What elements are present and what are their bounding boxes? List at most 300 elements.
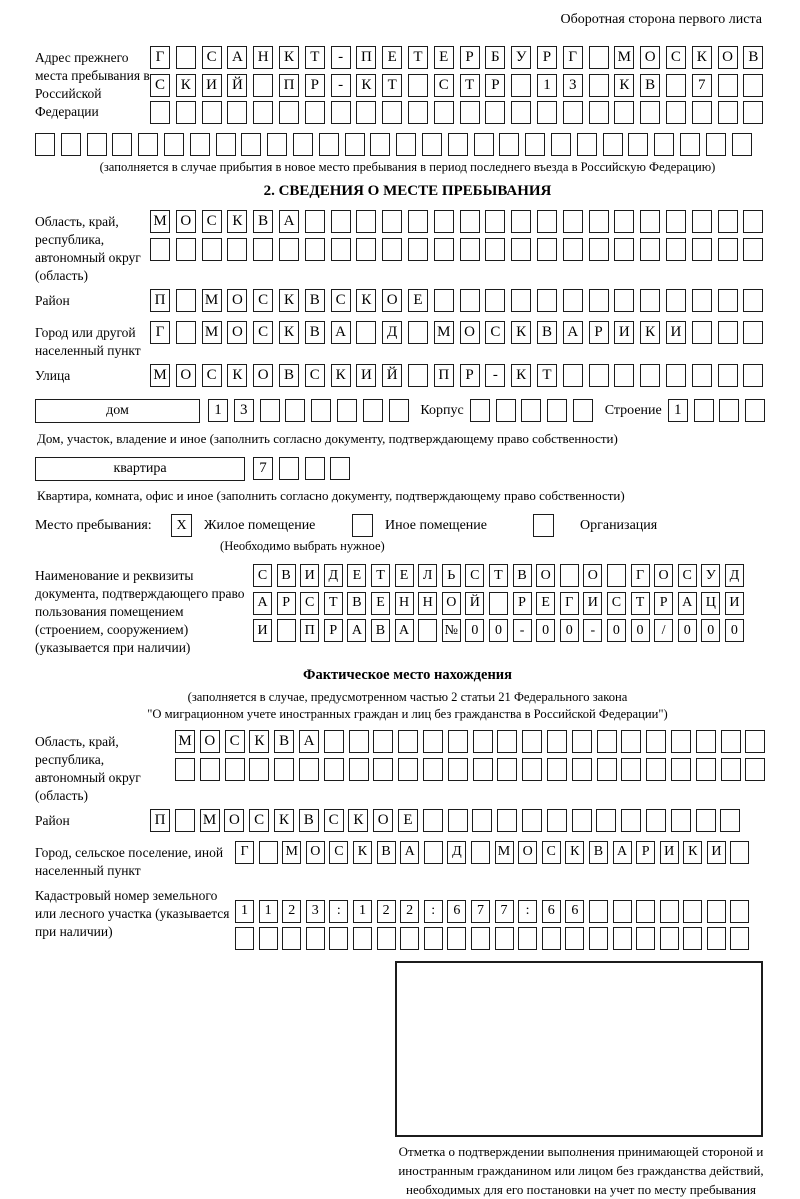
char-box[interactable] bbox=[448, 133, 468, 156]
char-box[interactable]: 6 bbox=[542, 900, 561, 923]
char-box[interactable]: К bbox=[279, 46, 299, 69]
char-box[interactable] bbox=[718, 289, 738, 312]
char-box[interactable]: С bbox=[253, 321, 273, 344]
char-box[interactable] bbox=[511, 289, 531, 312]
char-box[interactable] bbox=[389, 399, 409, 422]
char-box[interactable] bbox=[175, 809, 195, 832]
char-box[interactable]: 2 bbox=[377, 900, 396, 923]
char-box[interactable] bbox=[654, 133, 674, 156]
char-box[interactable] bbox=[349, 730, 369, 753]
checkbox-organization[interactable] bbox=[533, 514, 554, 537]
char-box[interactable] bbox=[473, 730, 493, 753]
char-box[interactable] bbox=[356, 321, 376, 344]
char-box[interactable]: 0 bbox=[678, 619, 697, 642]
char-box[interactable] bbox=[613, 900, 632, 923]
char-box[interactable] bbox=[279, 238, 299, 261]
char-box[interactable]: М bbox=[150, 364, 170, 387]
char-box[interactable]: 0 bbox=[536, 619, 555, 642]
char-box[interactable] bbox=[521, 399, 541, 422]
char-box[interactable] bbox=[448, 809, 468, 832]
char-box[interactable] bbox=[408, 238, 428, 261]
char-box[interactable]: С bbox=[253, 564, 272, 587]
char-box[interactable] bbox=[666, 238, 686, 261]
char-box[interactable] bbox=[563, 289, 583, 312]
char-box[interactable] bbox=[253, 238, 273, 261]
char-box[interactable] bbox=[743, 101, 763, 124]
char-box[interactable] bbox=[597, 730, 617, 753]
char-box[interactable]: О bbox=[224, 809, 244, 832]
char-box[interactable]: Г bbox=[563, 46, 583, 69]
char-box[interactable]: Е bbox=[398, 809, 418, 832]
char-box[interactable]: К bbox=[331, 364, 351, 387]
char-box[interactable] bbox=[589, 101, 609, 124]
char-box[interactable] bbox=[282, 927, 301, 950]
char-box[interactable] bbox=[563, 101, 583, 124]
char-box[interactable]: - bbox=[583, 619, 602, 642]
char-box[interactable] bbox=[660, 900, 679, 923]
char-box[interactable]: Б bbox=[485, 46, 505, 69]
char-box[interactable]: Д bbox=[324, 564, 343, 587]
char-box[interactable] bbox=[613, 927, 632, 950]
char-box[interactable]: Ц bbox=[701, 592, 720, 615]
char-box[interactable]: С bbox=[329, 841, 348, 864]
char-box[interactable] bbox=[743, 321, 763, 344]
char-box[interactable]: В bbox=[640, 74, 660, 97]
char-box[interactable] bbox=[707, 927, 726, 950]
char-box[interactable] bbox=[345, 133, 365, 156]
char-box[interactable] bbox=[628, 133, 648, 156]
char-box[interactable] bbox=[190, 133, 210, 156]
char-box[interactable]: А bbox=[279, 210, 299, 233]
char-box[interactable] bbox=[293, 133, 313, 156]
char-box[interactable] bbox=[423, 809, 443, 832]
char-box[interactable] bbox=[408, 364, 428, 387]
char-box[interactable]: Е bbox=[408, 289, 428, 312]
char-box[interactable]: П bbox=[279, 74, 299, 97]
char-box[interactable]: М bbox=[200, 809, 220, 832]
char-box[interactable] bbox=[306, 927, 325, 950]
char-box[interactable]: К bbox=[692, 46, 712, 69]
char-box[interactable]: Н bbox=[418, 592, 437, 615]
char-box[interactable]: Д bbox=[725, 564, 744, 587]
char-box[interactable]: К bbox=[227, 364, 247, 387]
char-box[interactable] bbox=[497, 809, 517, 832]
char-box[interactable] bbox=[720, 809, 740, 832]
char-box[interactable]: Т bbox=[382, 74, 402, 97]
char-box[interactable]: И bbox=[725, 592, 744, 615]
char-box[interactable]: - bbox=[331, 46, 351, 69]
char-box[interactable]: О bbox=[518, 841, 537, 864]
char-box[interactable] bbox=[671, 809, 691, 832]
char-box[interactable]: 0 bbox=[631, 619, 650, 642]
char-box[interactable]: О bbox=[373, 809, 393, 832]
char-box[interactable]: - bbox=[331, 74, 351, 97]
char-box[interactable]: О bbox=[176, 364, 196, 387]
char-box[interactable]: О bbox=[460, 321, 480, 344]
char-box[interactable] bbox=[241, 133, 261, 156]
char-box[interactable] bbox=[279, 101, 299, 124]
char-box[interactable]: О bbox=[654, 564, 673, 587]
char-box[interactable]: А bbox=[331, 321, 351, 344]
char-box[interactable]: К bbox=[176, 74, 196, 97]
char-box[interactable]: А bbox=[678, 592, 697, 615]
char-box[interactable] bbox=[721, 730, 741, 753]
char-box[interactable]: К bbox=[348, 809, 368, 832]
char-box[interactable] bbox=[614, 210, 634, 233]
char-box[interactable]: - bbox=[485, 364, 505, 387]
char-box[interactable] bbox=[330, 457, 350, 480]
char-box[interactable]: С bbox=[300, 592, 319, 615]
char-box[interactable]: В bbox=[305, 289, 325, 312]
char-box[interactable] bbox=[560, 564, 579, 587]
char-box[interactable]: М bbox=[202, 289, 222, 312]
char-box[interactable] bbox=[640, 238, 660, 261]
char-box[interactable] bbox=[470, 399, 490, 422]
char-box[interactable] bbox=[718, 74, 738, 97]
char-box[interactable] bbox=[743, 238, 763, 261]
char-box[interactable]: 3 bbox=[306, 900, 325, 923]
apartment-type-box[interactable]: квартира bbox=[35, 457, 245, 481]
char-box[interactable] bbox=[572, 809, 592, 832]
char-box[interactable]: П bbox=[150, 289, 170, 312]
char-box[interactable] bbox=[485, 238, 505, 261]
char-box[interactable]: О bbox=[640, 46, 660, 69]
char-box[interactable] bbox=[547, 399, 567, 422]
char-box[interactable] bbox=[640, 289, 660, 312]
char-box[interactable] bbox=[640, 210, 660, 233]
char-box[interactable] bbox=[640, 101, 660, 124]
char-box[interactable] bbox=[434, 238, 454, 261]
char-box[interactable]: Р bbox=[589, 321, 609, 344]
char-box[interactable] bbox=[61, 133, 81, 156]
char-box[interactable] bbox=[511, 210, 531, 233]
char-box[interactable]: Т bbox=[324, 592, 343, 615]
char-box[interactable]: М bbox=[175, 730, 195, 753]
char-box[interactable] bbox=[707, 900, 726, 923]
char-box[interactable] bbox=[692, 321, 712, 344]
char-box[interactable] bbox=[518, 927, 537, 950]
char-box[interactable] bbox=[447, 927, 466, 950]
char-box[interactable] bbox=[680, 133, 700, 156]
char-box[interactable] bbox=[563, 210, 583, 233]
char-box[interactable] bbox=[692, 210, 712, 233]
char-box[interactable] bbox=[721, 758, 741, 781]
char-box[interactable] bbox=[356, 101, 376, 124]
char-box[interactable]: С bbox=[150, 74, 170, 97]
char-box[interactable]: В bbox=[347, 592, 366, 615]
char-box[interactable] bbox=[422, 133, 442, 156]
char-box[interactable] bbox=[485, 210, 505, 233]
char-box[interactable] bbox=[424, 841, 443, 864]
char-box[interactable] bbox=[176, 101, 196, 124]
char-box[interactable]: А bbox=[563, 321, 583, 344]
char-box[interactable]: К bbox=[274, 809, 294, 832]
char-box[interactable] bbox=[331, 101, 351, 124]
char-box[interactable]: И bbox=[300, 564, 319, 587]
char-box[interactable] bbox=[460, 238, 480, 261]
char-box[interactable] bbox=[646, 730, 666, 753]
char-box[interactable] bbox=[666, 101, 686, 124]
char-box[interactable] bbox=[267, 133, 287, 156]
char-box[interactable]: Р bbox=[305, 74, 325, 97]
char-box[interactable] bbox=[614, 289, 634, 312]
char-box[interactable]: П bbox=[150, 809, 170, 832]
char-box[interactable] bbox=[489, 592, 508, 615]
char-box[interactable] bbox=[511, 74, 531, 97]
char-box[interactable]: 0 bbox=[607, 619, 626, 642]
char-box[interactable] bbox=[356, 238, 376, 261]
char-box[interactable]: В bbox=[305, 321, 325, 344]
char-box[interactable] bbox=[589, 74, 609, 97]
char-box[interactable] bbox=[176, 46, 196, 69]
char-box[interactable]: В bbox=[274, 730, 294, 753]
char-box[interactable] bbox=[646, 758, 666, 781]
char-box[interactable]: Г bbox=[150, 46, 170, 69]
char-box[interactable]: 0 bbox=[560, 619, 579, 642]
char-box[interactable]: И bbox=[666, 321, 686, 344]
char-box[interactable]: : bbox=[424, 900, 443, 923]
char-box[interactable]: / bbox=[654, 619, 673, 642]
char-box[interactable] bbox=[696, 809, 716, 832]
char-box[interactable] bbox=[547, 730, 567, 753]
char-box[interactable] bbox=[337, 399, 357, 422]
char-box[interactable] bbox=[718, 238, 738, 261]
char-box[interactable]: Р bbox=[277, 592, 296, 615]
char-box[interactable] bbox=[260, 399, 280, 422]
char-box[interactable] bbox=[305, 457, 325, 480]
char-box[interactable]: Г bbox=[631, 564, 650, 587]
char-box[interactable] bbox=[537, 210, 557, 233]
char-box[interactable]: Т bbox=[489, 564, 508, 587]
char-box[interactable]: К bbox=[683, 841, 702, 864]
char-box[interactable]: М bbox=[495, 841, 514, 864]
char-box[interactable] bbox=[200, 758, 220, 781]
char-box[interactable]: : bbox=[518, 900, 537, 923]
char-box[interactable] bbox=[138, 133, 158, 156]
char-box[interactable] bbox=[274, 758, 294, 781]
char-box[interactable] bbox=[572, 758, 592, 781]
char-box[interactable]: Г bbox=[560, 592, 579, 615]
char-box[interactable]: № bbox=[442, 619, 461, 642]
char-box[interactable] bbox=[285, 399, 305, 422]
char-box[interactable]: П bbox=[356, 46, 376, 69]
char-box[interactable]: 7 bbox=[253, 457, 273, 480]
char-box[interactable] bbox=[692, 364, 712, 387]
char-box[interactable]: С bbox=[666, 46, 686, 69]
char-box[interactable] bbox=[577, 133, 597, 156]
char-box[interactable]: Т bbox=[631, 592, 650, 615]
char-box[interactable]: Л bbox=[418, 564, 437, 587]
char-box[interactable] bbox=[329, 927, 348, 950]
char-box[interactable]: 7 bbox=[495, 900, 514, 923]
char-box[interactable] bbox=[537, 289, 557, 312]
char-box[interactable]: Р bbox=[513, 592, 532, 615]
char-box[interactable]: К bbox=[249, 730, 269, 753]
char-box[interactable] bbox=[202, 101, 222, 124]
char-box[interactable] bbox=[235, 927, 254, 950]
char-box[interactable]: Е bbox=[536, 592, 555, 615]
char-box[interactable]: Г bbox=[235, 841, 254, 864]
char-box[interactable] bbox=[696, 758, 716, 781]
char-box[interactable] bbox=[225, 758, 245, 781]
char-box[interactable] bbox=[353, 927, 372, 950]
char-box[interactable] bbox=[423, 730, 443, 753]
char-box[interactable] bbox=[732, 133, 752, 156]
char-box[interactable] bbox=[563, 238, 583, 261]
char-box[interactable] bbox=[730, 927, 749, 950]
char-box[interactable] bbox=[696, 730, 716, 753]
char-box[interactable]: К bbox=[356, 74, 376, 97]
char-box[interactable] bbox=[363, 399, 383, 422]
char-box[interactable] bbox=[175, 758, 195, 781]
char-box[interactable]: О bbox=[253, 364, 273, 387]
char-box[interactable] bbox=[87, 133, 107, 156]
char-box[interactable] bbox=[692, 101, 712, 124]
char-box[interactable] bbox=[400, 927, 419, 950]
char-box[interactable] bbox=[176, 289, 196, 312]
char-box[interactable] bbox=[537, 101, 557, 124]
char-box[interactable] bbox=[551, 133, 571, 156]
char-box[interactable]: Р bbox=[537, 46, 557, 69]
char-box[interactable]: О bbox=[306, 841, 325, 864]
char-box[interactable]: Т bbox=[305, 46, 325, 69]
char-box[interactable] bbox=[522, 730, 542, 753]
char-box[interactable] bbox=[382, 238, 402, 261]
char-box[interactable]: С bbox=[331, 289, 351, 312]
char-box[interactable]: В bbox=[371, 619, 390, 642]
char-box[interactable]: 1 bbox=[208, 399, 228, 422]
char-box[interactable] bbox=[646, 809, 666, 832]
char-box[interactable] bbox=[589, 364, 609, 387]
char-box[interactable]: Р bbox=[636, 841, 655, 864]
char-box[interactable]: 1 bbox=[235, 900, 254, 923]
char-box[interactable]: А bbox=[347, 619, 366, 642]
char-box[interactable] bbox=[460, 289, 480, 312]
char-box[interactable]: Г bbox=[150, 321, 170, 344]
char-box[interactable]: О bbox=[382, 289, 402, 312]
char-box[interactable]: К bbox=[511, 321, 531, 344]
char-box[interactable] bbox=[547, 809, 567, 832]
char-box[interactable] bbox=[497, 730, 517, 753]
char-box[interactable]: 0 bbox=[725, 619, 744, 642]
char-box[interactable] bbox=[589, 289, 609, 312]
char-box[interactable]: О bbox=[176, 210, 196, 233]
char-box[interactable] bbox=[745, 758, 765, 781]
char-box[interactable]: Й bbox=[227, 74, 247, 97]
char-box[interactable]: В bbox=[537, 321, 557, 344]
char-box[interactable]: В bbox=[513, 564, 532, 587]
char-box[interactable] bbox=[706, 133, 726, 156]
char-box[interactable] bbox=[589, 927, 608, 950]
char-box[interactable]: Й bbox=[465, 592, 484, 615]
char-box[interactable] bbox=[398, 758, 418, 781]
char-box[interactable]: П bbox=[300, 619, 319, 642]
char-box[interactable] bbox=[572, 730, 592, 753]
char-box[interactable]: А bbox=[395, 619, 414, 642]
char-box[interactable] bbox=[216, 133, 236, 156]
char-box[interactable] bbox=[589, 46, 609, 69]
char-box[interactable]: Й bbox=[382, 364, 402, 387]
char-box[interactable]: К bbox=[279, 321, 299, 344]
char-box[interactable] bbox=[35, 133, 55, 156]
char-box[interactable] bbox=[398, 730, 418, 753]
char-box[interactable]: Т bbox=[371, 564, 390, 587]
char-box[interactable] bbox=[460, 101, 480, 124]
char-box[interactable]: Н bbox=[253, 46, 273, 69]
char-box[interactable] bbox=[408, 101, 428, 124]
char-box[interactable]: С bbox=[202, 210, 222, 233]
char-box[interactable]: С bbox=[253, 289, 273, 312]
char-box[interactable] bbox=[259, 927, 278, 950]
char-box[interactable] bbox=[356, 210, 376, 233]
char-box[interactable]: С bbox=[249, 809, 269, 832]
char-box[interactable]: К bbox=[279, 289, 299, 312]
char-box[interactable]: И bbox=[356, 364, 376, 387]
char-box[interactable]: О bbox=[442, 592, 461, 615]
char-box[interactable]: В bbox=[279, 364, 299, 387]
char-box[interactable] bbox=[621, 758, 641, 781]
char-box[interactable] bbox=[607, 564, 626, 587]
char-box[interactable]: С bbox=[607, 592, 626, 615]
char-box[interactable] bbox=[603, 133, 623, 156]
char-box[interactable] bbox=[597, 758, 617, 781]
char-box[interactable] bbox=[730, 900, 749, 923]
char-box[interactable] bbox=[671, 730, 691, 753]
char-box[interactable]: К bbox=[353, 841, 372, 864]
char-box[interactable]: В bbox=[253, 210, 273, 233]
char-box[interactable] bbox=[718, 364, 738, 387]
char-box[interactable] bbox=[636, 900, 655, 923]
char-box[interactable] bbox=[614, 238, 634, 261]
char-box[interactable] bbox=[472, 809, 492, 832]
char-box[interactable]: Р bbox=[485, 74, 505, 97]
char-box[interactable] bbox=[692, 238, 712, 261]
char-box[interactable]: 1 bbox=[537, 74, 557, 97]
char-box[interactable]: 1 bbox=[259, 900, 278, 923]
char-box[interactable] bbox=[621, 809, 641, 832]
char-box[interactable]: А bbox=[299, 730, 319, 753]
char-box[interactable] bbox=[253, 101, 273, 124]
char-box[interactable] bbox=[522, 758, 542, 781]
char-box[interactable]: 0 bbox=[489, 619, 508, 642]
char-box[interactable] bbox=[370, 133, 390, 156]
char-box[interactable] bbox=[279, 457, 299, 480]
char-box[interactable]: 6 bbox=[565, 900, 584, 923]
char-box[interactable] bbox=[563, 364, 583, 387]
char-box[interactable]: У bbox=[511, 46, 531, 69]
char-box[interactable]: К bbox=[565, 841, 584, 864]
char-box[interactable]: : bbox=[329, 900, 348, 923]
char-box[interactable] bbox=[547, 758, 567, 781]
char-box[interactable] bbox=[202, 238, 222, 261]
char-box[interactable]: Е bbox=[347, 564, 366, 587]
house-type-box[interactable]: дом bbox=[35, 399, 200, 423]
char-box[interactable] bbox=[448, 758, 468, 781]
char-box[interactable] bbox=[434, 101, 454, 124]
char-box[interactable]: К bbox=[356, 289, 376, 312]
char-box[interactable]: С bbox=[202, 364, 222, 387]
char-box[interactable]: С bbox=[225, 730, 245, 753]
char-box[interactable]: И bbox=[614, 321, 634, 344]
char-box[interactable]: И bbox=[583, 592, 602, 615]
char-box[interactable] bbox=[573, 399, 593, 422]
char-box[interactable]: Е bbox=[382, 46, 402, 69]
char-box[interactable]: С bbox=[202, 46, 222, 69]
char-box[interactable] bbox=[745, 730, 765, 753]
char-box[interactable]: С bbox=[324, 809, 344, 832]
char-box[interactable]: А bbox=[400, 841, 419, 864]
char-box[interactable]: М bbox=[434, 321, 454, 344]
